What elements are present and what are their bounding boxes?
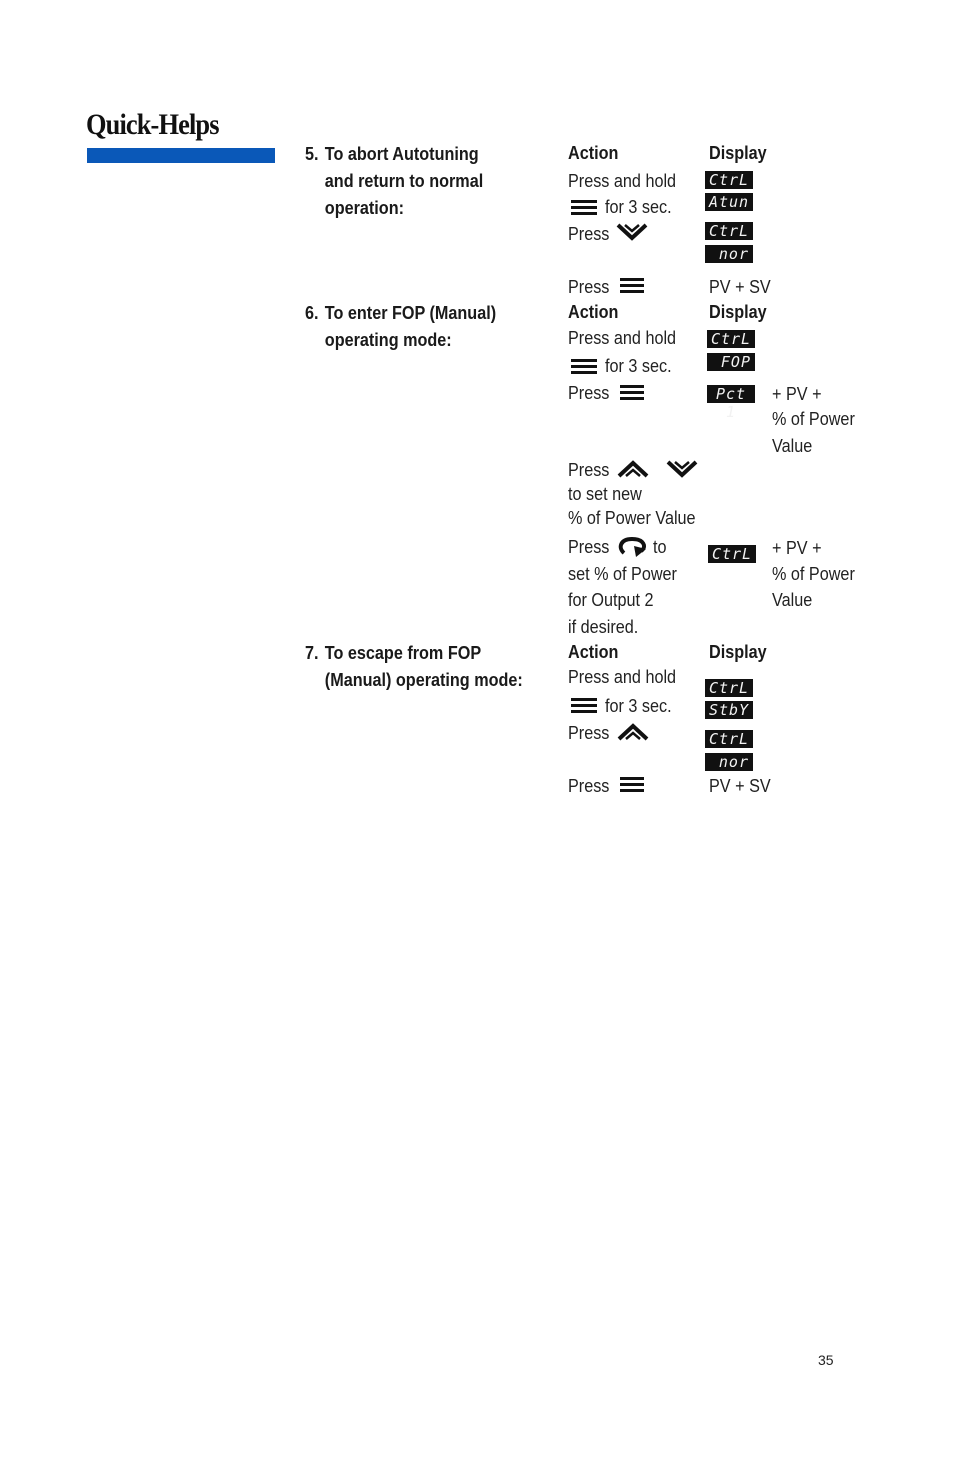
step-text: To enter FOP (Manual): [324, 303, 497, 323]
lcd-display: CtrL: [705, 679, 753, 697]
action-text: Press: [568, 460, 610, 480]
page-number: 35: [818, 1352, 834, 1368]
action-text: Press: [568, 277, 610, 297]
action-text: Press: [568, 537, 610, 557]
display-text: + PV +: [772, 538, 822, 558]
action-text: Press and hold: [568, 667, 677, 687]
step-text: operating mode:: [324, 330, 452, 350]
step-number: 6.: [305, 303, 319, 323]
step-text: To abort Autotuning: [324, 144, 479, 164]
down-chevron-icon: [666, 460, 698, 478]
lcd-display: CtrL: [705, 730, 753, 748]
title-accent-bar: [87, 148, 275, 163]
action-text: for 3 sec.: [605, 356, 672, 376]
lcd-display: Pct 1: [707, 385, 755, 403]
display-header: Display: [709, 302, 767, 322]
lcd-display: nor: [705, 753, 753, 771]
lcd-display: StbY: [705, 701, 753, 719]
step-text: (Manual) operating mode:: [324, 670, 523, 690]
action-text: Press and hold: [568, 328, 677, 348]
action-text: Press: [568, 383, 610, 403]
step-text: operation:: [324, 198, 404, 218]
step-6-heading: [305, 300, 496, 354]
action-header: Action: [568, 302, 619, 322]
action-text: to set new: [568, 484, 642, 504]
lcd-display: CtrL: [705, 171, 753, 189]
step-number: 5.: [305, 144, 319, 164]
menu-lines-icon: [620, 277, 644, 293]
lcd-display: Atun: [705, 193, 753, 211]
menu-lines-icon: [571, 358, 597, 374]
display-text: PV + SV: [709, 776, 771, 796]
lcd-display: CtrL: [707, 330, 755, 348]
action-text: if desired.: [568, 617, 639, 637]
display-text: + PV +: [772, 384, 822, 404]
display-text: Value: [772, 436, 813, 456]
display-header: Display: [709, 143, 767, 163]
action-text: for Output 2: [568, 590, 654, 610]
action-text: for 3 sec.: [605, 197, 672, 217]
lcd-display: CtrL: [708, 545, 756, 563]
step-number: 7.: [305, 643, 319, 663]
step-5-heading: [305, 141, 483, 222]
display-header: Display: [709, 642, 767, 662]
lcd-display: nor: [705, 245, 753, 263]
step-text: To escape from FOP: [324, 643, 482, 663]
action-header: Action: [568, 642, 619, 662]
menu-lines-icon: [571, 697, 597, 713]
action-header: Action: [568, 143, 619, 163]
lcd-display: CtrL: [705, 222, 753, 240]
display-text: Value: [772, 590, 813, 610]
cycle-arrow-icon: [618, 536, 648, 558]
action-text: to: [653, 537, 667, 557]
action-text: Press: [568, 776, 610, 796]
action-text: set % of Power: [568, 564, 677, 584]
display-text: PV + SV: [709, 277, 771, 297]
lcd-display: FOP: [707, 353, 755, 371]
menu-lines-icon: [571, 199, 597, 215]
action-text: for 3 sec.: [605, 696, 672, 716]
menu-lines-icon: [620, 776, 644, 792]
display-text: % of Power: [772, 409, 855, 429]
menu-lines-icon: [620, 384, 644, 400]
action-text: Press: [568, 723, 610, 743]
up-chevron-icon: [617, 460, 649, 478]
page-title: Quick-Helps: [86, 108, 219, 141]
action-text: Press and hold: [568, 171, 677, 191]
action-text: % of Power Value: [568, 508, 696, 528]
step-text: and return to normal: [324, 171, 484, 191]
up-chevron-icon: [617, 723, 649, 741]
display-text: % of Power: [772, 564, 855, 584]
step-7-heading: [305, 640, 523, 694]
down-chevron-icon: [616, 223, 648, 241]
action-text: Press: [568, 224, 610, 244]
